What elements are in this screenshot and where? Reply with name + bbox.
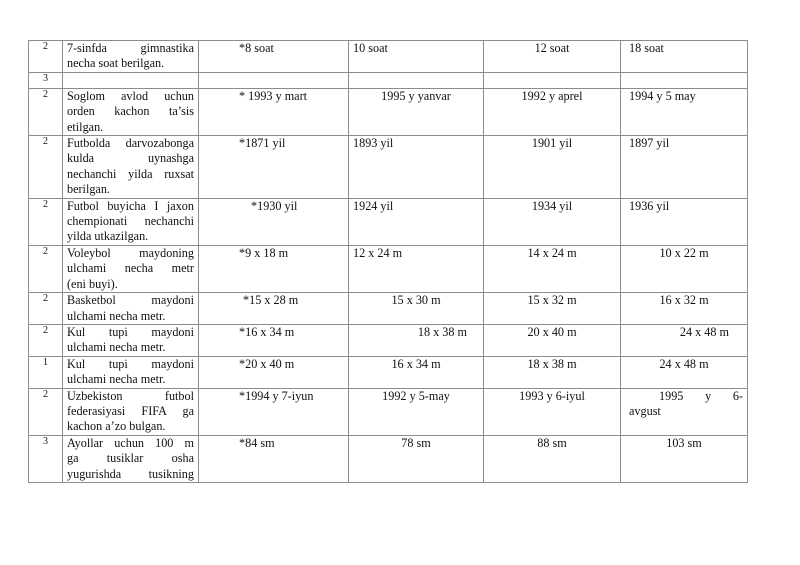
difficulty-cell: 3 xyxy=(29,435,63,482)
table-row xyxy=(29,88,748,135)
table-row xyxy=(29,41,748,73)
difficulty-cell: 2 xyxy=(29,88,63,135)
answer-option-cell: 12 soat xyxy=(484,41,621,73)
correct-answer-cell: *84 sm xyxy=(199,435,349,482)
answer-option-cell: 16 x 32 m xyxy=(621,293,748,325)
question-cell: Kul tupi maydoni ulchami necha metr. xyxy=(63,324,199,356)
answer-option-cell: 1995 y yanvar xyxy=(349,88,484,135)
answer-option-cell: 1992 y 5-may xyxy=(349,388,484,435)
difficulty-cell: 2 xyxy=(29,388,63,435)
table-row xyxy=(29,356,748,388)
answer-option-cell: 24 x 48 m xyxy=(621,356,748,388)
answer-option-cell: 1936 yil xyxy=(621,198,748,245)
table-row xyxy=(29,245,748,292)
answer-option-cell: 88 sm xyxy=(484,435,621,482)
table-row xyxy=(29,435,748,482)
difficulty-cell: 2 xyxy=(29,324,63,356)
question-cell: Voleybol maydoning ulchami necha metr (eni buyi). xyxy=(63,245,199,292)
answer-option-cell: 103 sm xyxy=(621,435,748,482)
answer-option-cell: 1995 y 6- avgust xyxy=(621,388,748,435)
correct-answer-cell: *1871 yil xyxy=(199,136,349,199)
correct-answer-cell: *8 soat xyxy=(199,41,349,73)
correct-answer-cell: * 1993 y mart xyxy=(199,88,349,135)
question-cell: Ayollar uchun 100 m ga tusiklar osha yugurishda tusikning xyxy=(63,435,199,482)
correct-answer-cell: *1994 y 7-iyun xyxy=(199,388,349,435)
answer-option-cell: 12 x 24 m xyxy=(349,245,484,292)
question-cell xyxy=(63,72,199,88)
answer-option-cell: 10 x 22 m xyxy=(621,245,748,292)
answer-option-cell: 1992 y aprel xyxy=(484,88,621,135)
question-cell: Futbol buyicha I jaxon chempionati nechanchi yilda utkazilgan. xyxy=(63,198,199,245)
answer-option-cell: 15 x 32 m xyxy=(484,293,621,325)
difficulty-cell: 1 xyxy=(29,356,63,388)
answer-option-cell: 15 x 30 m xyxy=(349,293,484,325)
question-cell: Kul tupi maydoni ulchami necha metr. xyxy=(63,356,199,388)
correct-answer-cell xyxy=(199,72,349,88)
answer-option-cell: 1934 yil xyxy=(484,198,621,245)
difficulty-cell: 2 xyxy=(29,198,63,245)
correct-answer-cell: *20 x 40 m xyxy=(199,356,349,388)
answer-option-cell: 14 x 24 m xyxy=(484,245,621,292)
difficulty-cell: 2 xyxy=(29,136,63,199)
test-questions-table xyxy=(28,40,748,483)
answer-option-cell: 16 x 34 m xyxy=(349,356,484,388)
table-row xyxy=(29,293,748,325)
difficulty-cell: 2 xyxy=(29,245,63,292)
question-cell: 7-sinfda gimnastika necha soat berilgan. xyxy=(63,41,199,73)
answer-option-cell: 20 x 40 m xyxy=(484,324,621,356)
answer-option-cell xyxy=(621,72,748,88)
answer-option-cell: 24 x 48 m xyxy=(621,324,748,356)
table-row xyxy=(29,136,748,199)
table-row xyxy=(29,388,748,435)
answer-option-cell xyxy=(349,72,484,88)
question-cell: Uzbekiston futbol federasiyasi FIFA ga kachon a’zo bulgan. xyxy=(63,388,199,435)
question-cell: Basketbol maydoni ulchami necha metr. xyxy=(63,293,199,325)
difficulty-cell: 3 xyxy=(29,72,63,88)
answer-option-cell: 18 x 38 m xyxy=(484,356,621,388)
question-cell: Futbolda darvozabonga kulda uynashga nechanchi yilda ruxsat berilgan. xyxy=(63,136,199,199)
correct-answer-cell: *15 x 28 m xyxy=(199,293,349,325)
answer-option-cell: 18 soat xyxy=(621,41,748,73)
answer-option-cell: 78 sm xyxy=(349,435,484,482)
answer-option-cell: 1897 yil xyxy=(621,136,748,199)
answer-option-cell xyxy=(484,72,621,88)
correct-answer-cell: *16 x 34 m xyxy=(199,324,349,356)
difficulty-cell: 2 xyxy=(29,41,63,73)
answer-option-cell: 18 x 38 m xyxy=(349,324,484,356)
table-row xyxy=(29,324,748,356)
correct-answer-cell: *1930 yil xyxy=(199,198,349,245)
correct-answer-cell: *9 x 18 m xyxy=(199,245,349,292)
answer-option-cell: 1993 y 6-iyul xyxy=(484,388,621,435)
answer-option-cell: 1893 yil xyxy=(349,136,484,199)
table-row xyxy=(29,72,748,88)
question-cell: Soglom avlod uchun orden kachon ta’sis etilgan. xyxy=(63,88,199,135)
table-row xyxy=(29,198,748,245)
answer-option-cell: 10 soat xyxy=(349,41,484,73)
answer-option-cell: 1901 yil xyxy=(484,136,621,199)
answer-option-cell: 1994 y 5 may xyxy=(621,88,748,135)
difficulty-cell: 2 xyxy=(29,293,63,325)
answer-option-cell: 1924 yil xyxy=(349,198,484,245)
